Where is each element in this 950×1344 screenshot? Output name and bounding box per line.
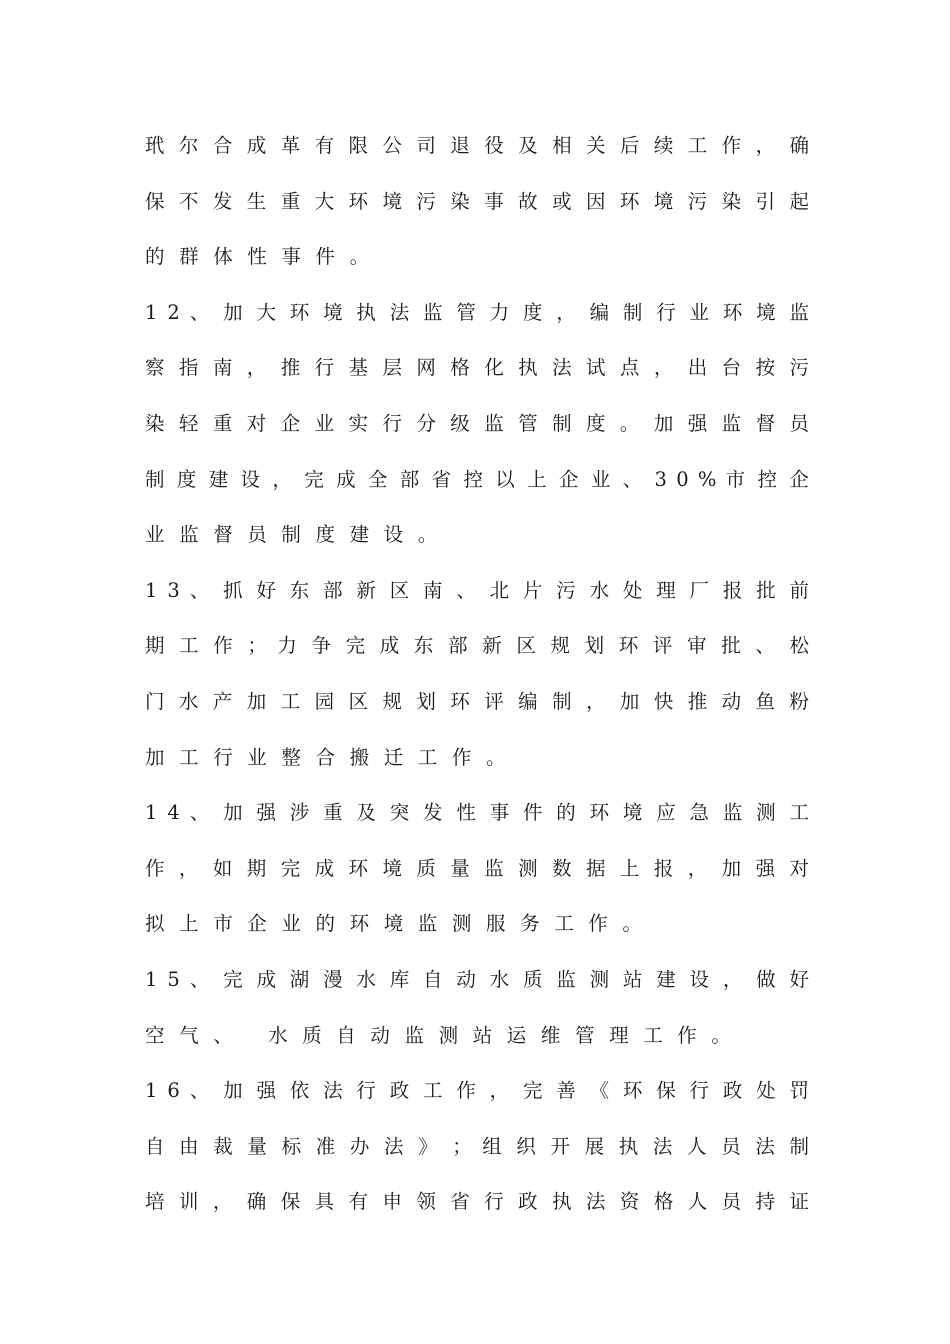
text-line: 业监督员制度建设。 bbox=[145, 523, 452, 547]
text-line: 染 轻 重 对 企 业 实 行 分 级 监 管 制 度 。 加 强 监 督 员 bbox=[145, 411, 810, 435]
text-line: 1 6 、 加 强 依 法 行 政 工 作 ， 完 善 《 环 保 行 政 处 罚 bbox=[145, 1079, 809, 1103]
text-line: 加工行业整合搬迁工作。 bbox=[145, 745, 521, 769]
text-line: 的群体性事件。 bbox=[145, 245, 384, 269]
text-line: 察 指 南 ， 推 行 基 层 网 格 化 执 法 试 点 ， 出 台 按 污 bbox=[145, 356, 810, 380]
text-line: 期 工 作 ； 力 争 完 成 东 部 新 区 规 划 环 评 审 批 、 松 bbox=[145, 634, 809, 658]
text-line: 1 5 、 完 成 湖 漫 水 库 自 动 水 质 监 测 站 建 设 ， 做 好 bbox=[145, 967, 809, 991]
text-line: 制 度 建 设 ， 完 成 全 部 省 控 以 上 企 业 、 3 0 % 市 控 企 bbox=[145, 467, 809, 491]
text-line: 空气、 水质自动监测站运维管理工作。 bbox=[145, 1023, 746, 1047]
text-line: 玳 尔 合 成 革 有 限 公 司 退 役 及 相 关 后 续 工 作 ， 确 bbox=[145, 134, 810, 157]
document-body bbox=[145, 118, 809, 1230]
text-line: 自 由 裁 量 标 准 办 法 》 ； 组 织 开 展 执 法 人 员 法 制 bbox=[145, 1134, 809, 1158]
text-line: 门 水 产 加 工 园 区 规 划 环 评 编 制 ， 加 快 推 动 鱼 粉 bbox=[145, 689, 810, 713]
text-line: 1 4 、 加 强 涉 重 及 突 发 性 事 件 的 环 境 应 急 监 测 工 bbox=[145, 801, 809, 825]
text-line: 培 训 ， 确 保 具 有 申 领 省 行 政 执 法 资 格 人 员 持 证 bbox=[145, 1190, 810, 1214]
text-line: 1 3 、 抓 好 东 部 新 区 南 、 北 片 污 水 处 理 厂 报 批 前 bbox=[145, 578, 809, 602]
text-line: 保 不 发 生 重 大 环 境 污 染 事 故 或 因 环 境 污 染 引 起 bbox=[145, 189, 810, 213]
text-line: 拟上市企业的环境监测服务工作。 bbox=[145, 912, 657, 936]
text-line: 1 2 、 加 大 环 境 执 法 监 管 力 度 ， 编 制 行 业 环 境 监 bbox=[145, 300, 809, 324]
text-line: 作 ， 如 期 完 成 环 境 质 量 监 测 数 据 上 报 ， 加 强 对 bbox=[145, 856, 810, 880]
